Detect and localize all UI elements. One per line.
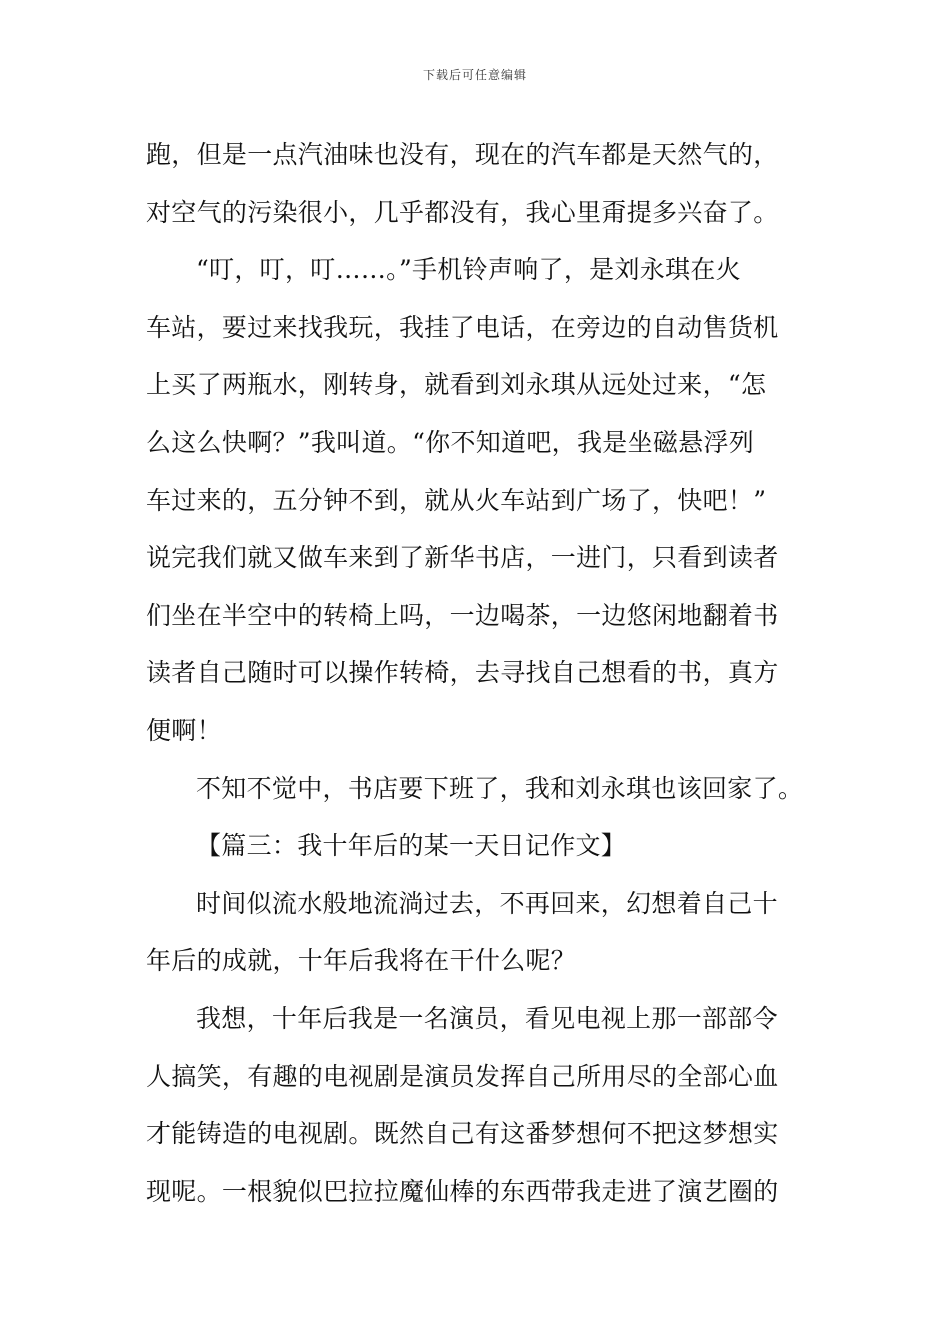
text-line: 上买了两瓶水，刚转身，就看到刘永琪从远处过来，“怎 (146, 370, 767, 400)
text-line: 不知不觉中，书店要下班了，我和刘永琪也该回家了。 (196, 773, 804, 803)
section-heading: 【篇三：我十年后的某一天日记作文】 (196, 831, 627, 861)
text-line: 才能铸造的电视剧。既然自己有这番梦想何不把这梦想实 (146, 1119, 779, 1149)
text-line: 现呢。一根貌似巴拉拉魔仙棒的东西带我走进了演艺圈的 (146, 1176, 779, 1206)
text-line: 读者自己随时可以操作转椅，去寻找自己想看的书，真方 (146, 658, 779, 688)
text-line: 年后的成就，十年后我将在干什么呢？ (146, 946, 577, 976)
text-line: 便啊！ (146, 715, 222, 745)
text-line: 么这么快啊？”我叫道。“你不知道吧，我是坐磁悬浮列 (146, 427, 755, 457)
text-line: 对空气的污染很小，几乎都没有，我心里甭提多兴奋了。 (146, 197, 779, 227)
page-header: 下载后可任意编辑 (422, 68, 527, 82)
text-line: 说完我们就又做车来到了新华书店，一进门，只看到读者 (146, 543, 779, 573)
text-line: 我想，十年后我是一名演员，看见电视上那一部部令 (196, 1003, 778, 1033)
text-line: 车站，要过来找我玩，我挂了电话，在旁边的自动售货机 (146, 312, 779, 342)
text-line: 跑，但是一点汽油味也没有，现在的汽车都是天然气的， (146, 140, 779, 169)
document-body (146, 126, 806, 1220)
text-line: 时间似流水般地流淌过去，不再回来，幻想着自己十 (196, 888, 778, 918)
text-line: 车过来的，五分钟不到，就从火车站到广场了，快吧！” (146, 485, 767, 515)
text-line: 们坐在半空中的转椅上吗，一边喝茶，一边悠闲地翻着书 (146, 600, 779, 630)
text-line: 人搞笑，有趣的电视剧是演员发挥自己所用尽的全部心血 (146, 1061, 779, 1091)
text-line: “叮，叮，叮……。”手机铃声响了，是刘永琪在火 (196, 255, 741, 285)
